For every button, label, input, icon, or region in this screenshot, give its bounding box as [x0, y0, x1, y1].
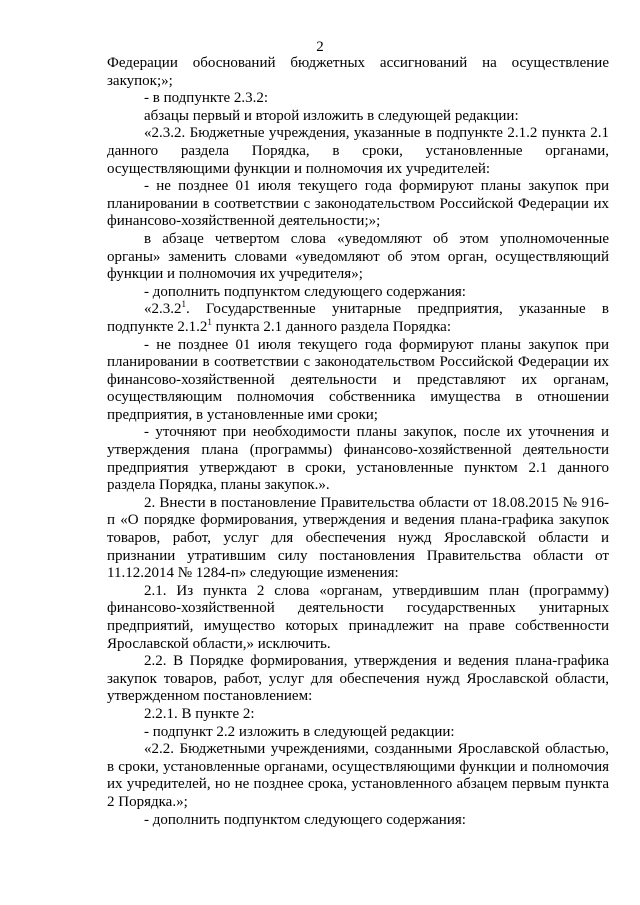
- paragraph: 2.2.1. В пункте 2:: [144, 705, 255, 722]
- paragraph: «2.2. Бюджетными учреждениями, созданными Ярославской областью, в сроки, установленные органами, осуществляющими функции и полномочия их учредителей, но не позднее срока, установленного абзацем первым пункта 2 Порядка.»;: [107, 741, 609, 810]
- paragraph-text: пункта 2.1 данного раздела Порядка:: [211, 318, 452, 335]
- paragraph: абзацы первый и второй изложить в следующей редакции:: [144, 107, 519, 124]
- document-body: [107, 55, 609, 829]
- paragraph-text: . Государственные унитарные предприятия, указанные в подпункте 2.1.2: [107, 301, 609, 335]
- paragraph: 2.2. В Порядке формирования, утверждения и ведения плана-графика закупок товаров, работ, услуг для обеспечения нужд Ярославской области, утвержденном постановлением:: [107, 653, 609, 705]
- paragraph-2-3-2-1: [107, 301, 609, 336]
- paragraph: - не позднее 01 июля текущего года формируют планы закупок при планировании в соответствии с законодательством Российской Федерации их финансово-хозяйственной деятельности и представляют их органам, осуществляющим полномочия собственника имущества в отношении предприятия, в установленные ими сроки;: [107, 336, 609, 423]
- page-number: 2: [316, 39, 324, 55]
- paragraph: в абзаце четвертом слова «уведомляют об этом уполномоченные органы» заменить словами «уведомляют об этом орган, осуществляющий функции и полномочия их учредителя»;: [107, 230, 609, 283]
- paragraph: 2. Внести в постановление Правительства области от 18.08.2015 № 916-п «О порядке формирования, утверждения и ведения плана-графика закупок товаров, работ, услуг для обеспечения нужд Ярославской области и признании утратившим силу постановления Правительства области от 11.12.2014 № 1284-п» следующие изменения:: [107, 494, 609, 582]
- paragraph: - не позднее 01 июля текущего года формируют планы закупок при планировании в соответствии с законодательством Российской Федерации их финансово-хозяйственной деятельности;»;: [107, 178, 609, 230]
- paragraph-text: «2.3.2: [144, 301, 182, 318]
- paragraph: Федерации обоснований бюджетных ассигнований на осуществление закупок;»;: [107, 55, 609, 89]
- paragraph: 2.1. Из пункта 2 слова «органам, утвердившим план (программу) финансово-хозяйственной деятельности государственных унитарных предприятий, имущество которых принадлежит на праве собственности Ярославской области,» исключить.: [107, 582, 609, 652]
- paragraph: - в подпункте 2.3.2:: [144, 90, 269, 107]
- paragraph: - подпункт 2.2 изложить в следующей редакции:: [144, 723, 455, 740]
- superscript: 1: [181, 299, 186, 310]
- paragraph: «2.3.2. Бюджетные учреждения, указанные в подпункте 2.1.2 пункта 2.1 данного раздела Порядка, в сроки, установленные органами, осуществляющими функции и полномочия их учредителей:: [107, 125, 609, 177]
- paragraph: - дополнить подпунктом следующего содержания:: [144, 811, 466, 828]
- paragraph: - дополнить подпунктом следующего содержания:: [144, 283, 466, 300]
- superscript: 1: [207, 316, 212, 327]
- paragraph: - уточняют при необходимости планы закупок, после их уточнения и утверждения плана (программы) финансово-хозяйственной деятельности предприятия утверждают в сроки, установленные пунктом 2.1 данного раздела Порядка, планы закупок.».: [107, 424, 609, 494]
